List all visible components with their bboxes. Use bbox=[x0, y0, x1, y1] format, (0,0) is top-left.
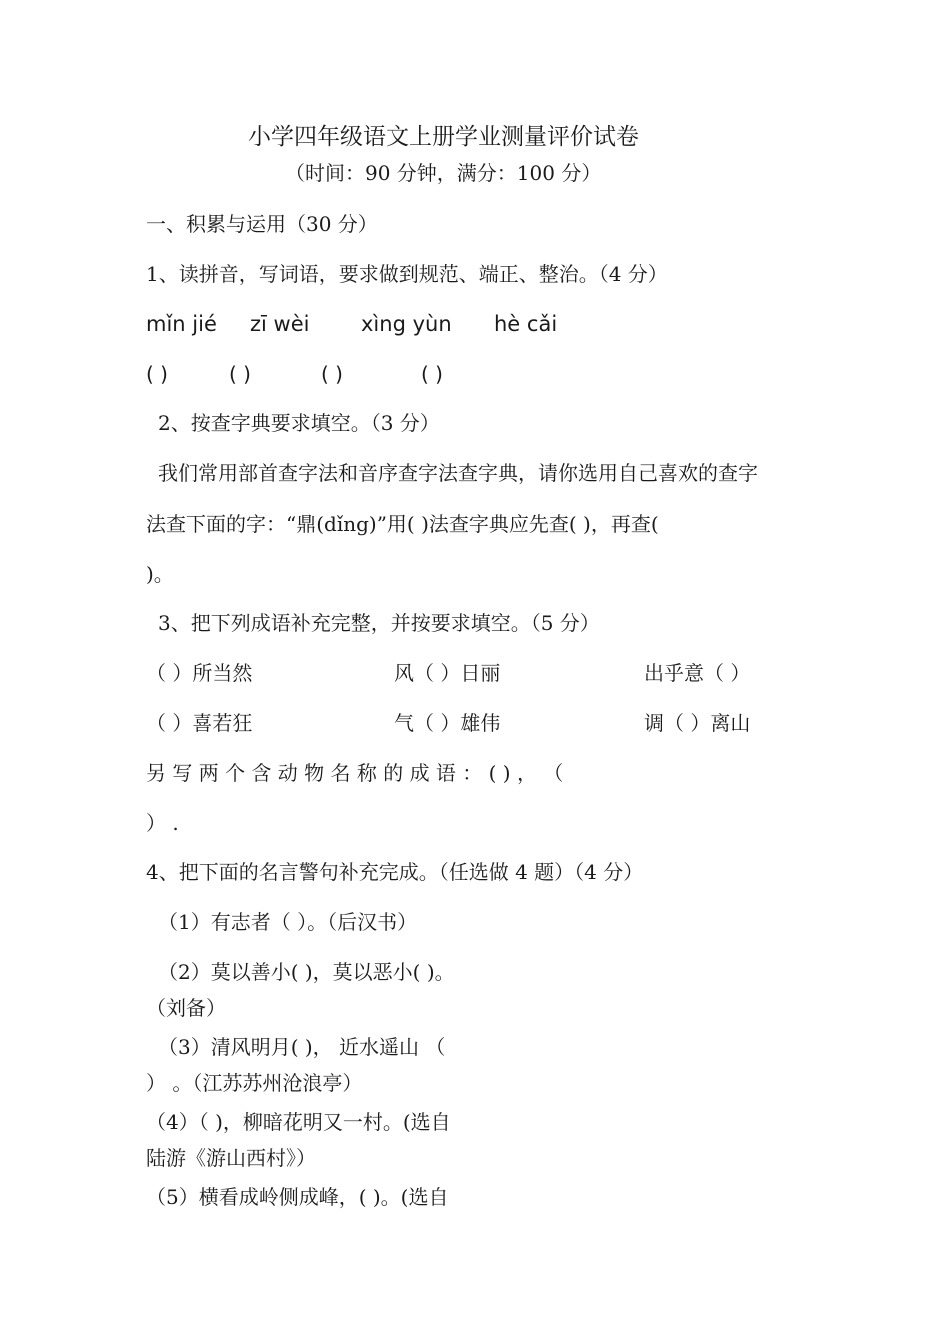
question-1-prompt: 1、读拼音，写词语，要求做到规范、端正、整治。（4 分） bbox=[146, 262, 668, 286]
quote-4: （4）（ )，柳暗花明又一村。(选自 bbox=[146, 1110, 451, 1134]
pinyin-4: hè cǎi bbox=[494, 312, 558, 336]
quote-4-source: 陆游《游山西村》） bbox=[146, 1146, 316, 1170]
answer-blank-4[interactable]: ( ) bbox=[421, 362, 443, 386]
idiom-1: （ ）所当然 bbox=[146, 661, 253, 685]
animal-idiom-line2: ） . bbox=[146, 811, 179, 835]
quote-3: （3）清风明月( )， 近水遥山 （ bbox=[158, 1035, 446, 1059]
quote-2-source: （刘备） bbox=[146, 996, 226, 1020]
quote-3-cont: ） 。（江苏苏州沧浪亭） bbox=[146, 1071, 363, 1095]
pinyin-1: mǐn jié bbox=[146, 312, 217, 336]
quote-1: （1）有志者（ ）。（后汉书） bbox=[158, 910, 418, 934]
question-2-prompt: 2、按查字典要求填空。（3 分） bbox=[158, 411, 440, 435]
animal-idiom-line: 另 写 两 个 含 动 物 名 称 的 成 语 ： ( ) ， （ bbox=[146, 761, 564, 785]
idiom-2: 风（ ）日丽 bbox=[394, 661, 501, 685]
pinyin-3: xìng yùn bbox=[361, 312, 452, 336]
question-3-prompt: 3、把下列成语补充完整，并按要求填空。（5 分） bbox=[158, 611, 600, 635]
question-2-text-line1: 我们常用部首查字法和音序查字法查字典，请你选用自己喜欢的查字 bbox=[158, 461, 758, 485]
quote-2: （2）莫以善小( )，莫以恶小( )。 bbox=[158, 960, 455, 984]
idiom-4: （ ）喜若狂 bbox=[146, 711, 253, 735]
answer-blank-2[interactable]: ( ) bbox=[229, 362, 251, 386]
section-heading: 一、积累与运用（30 分） bbox=[146, 212, 378, 236]
question-2-text-line2: 法查下面的字：“鼎(dǐng)”用( )法查字典应先查( )，再查( bbox=[146, 512, 659, 536]
answer-blank-1[interactable]: ( ) bbox=[146, 362, 168, 386]
exam-info: （时间：90 分钟，满分：100 分） bbox=[285, 161, 602, 185]
quote-5: （5）横看成岭侧成峰，( )。(选自 bbox=[146, 1185, 449, 1209]
question-4-prompt: 4、把下面的名言警句补充完成。（任选做 4 题）（4 分） bbox=[146, 860, 644, 884]
idiom-5: 气（ ）雄伟 bbox=[394, 711, 501, 735]
pinyin-2: zī wèi bbox=[250, 312, 310, 336]
page-title: 小学四年级语文上册学业测量评价试卷 bbox=[248, 124, 639, 150]
idiom-3: 出乎意（ ） bbox=[644, 661, 751, 685]
answer-blank-3[interactable]: ( ) bbox=[321, 362, 343, 386]
idiom-6: 调（ ）离山 bbox=[644, 711, 751, 735]
question-2-text-line3: )。 bbox=[146, 562, 174, 586]
